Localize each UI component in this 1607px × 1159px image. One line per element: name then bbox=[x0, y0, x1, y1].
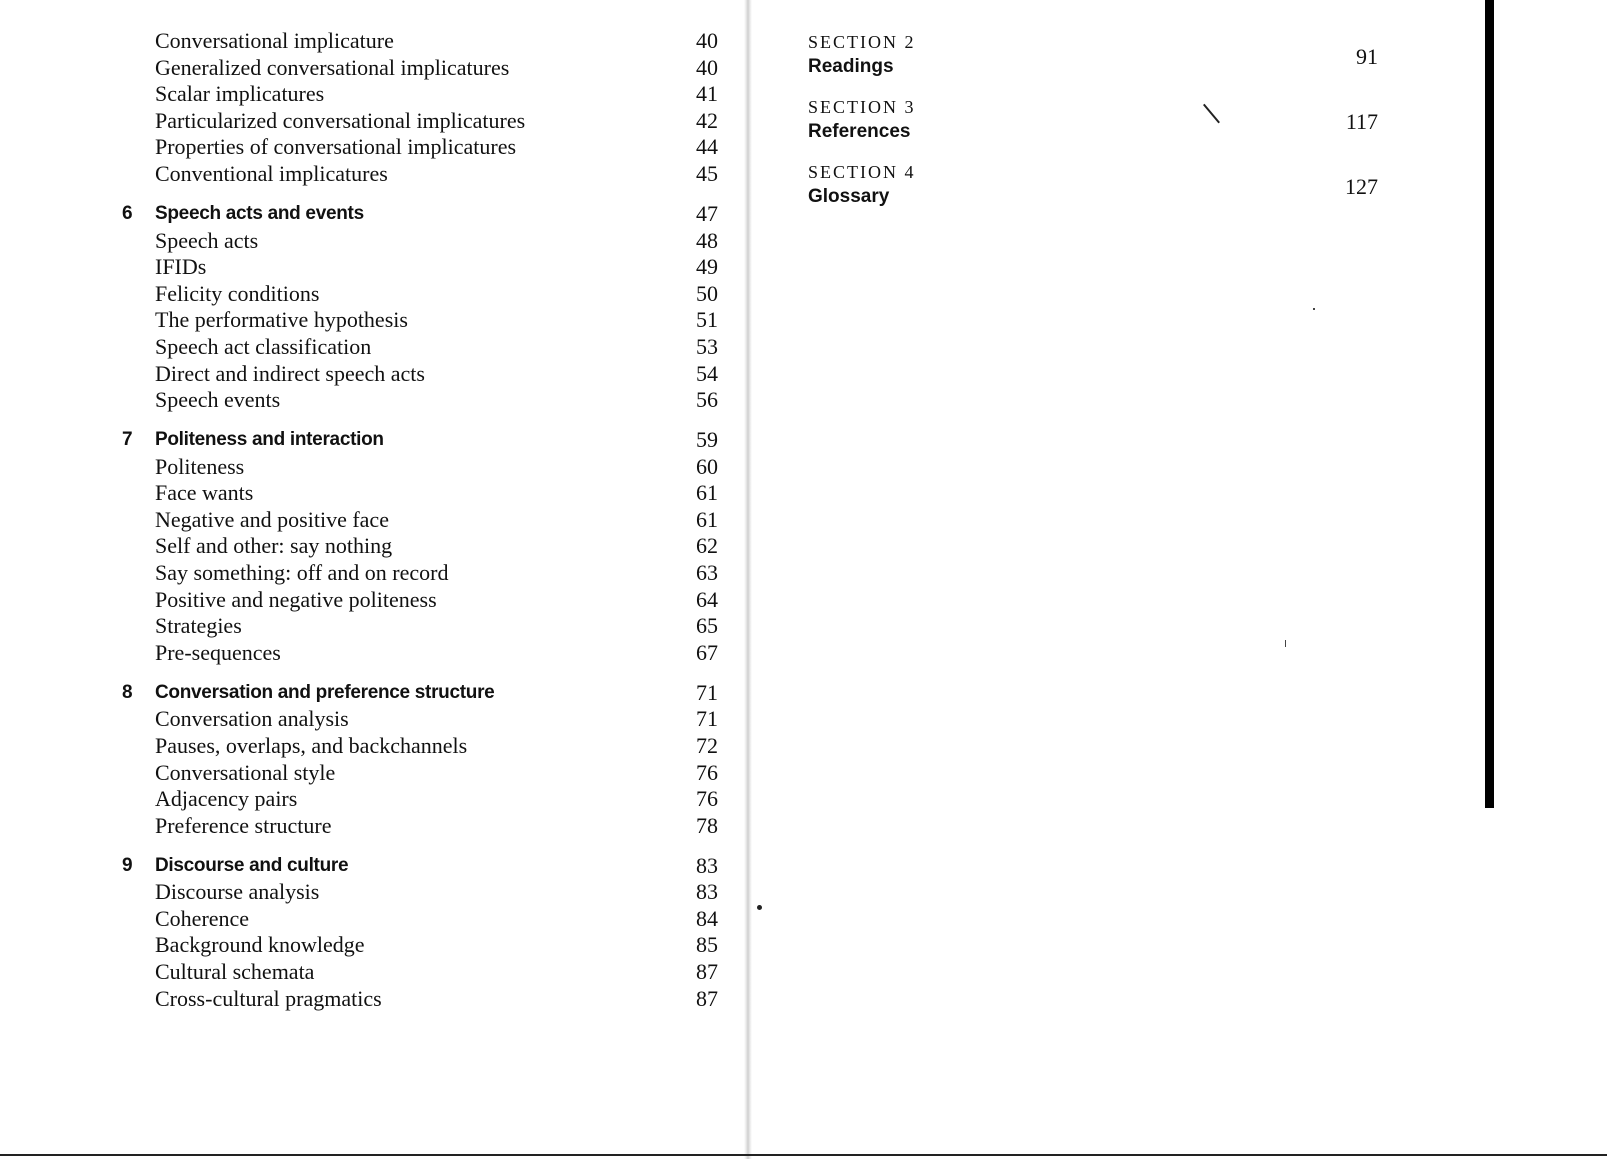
page-number: 61 bbox=[696, 507, 718, 532]
entry-title: Self and other: say nothing bbox=[155, 533, 393, 558]
page-number: 87 bbox=[696, 959, 718, 984]
chapter-row bbox=[0, 853, 745, 879]
entry-title: Scalar implicatures bbox=[155, 81, 325, 106]
page-number: 41 bbox=[696, 81, 718, 106]
toc-entry bbox=[0, 706, 745, 732]
page-number: 71 bbox=[696, 706, 718, 731]
entry-title: Speech act classification bbox=[155, 334, 372, 359]
entry-title: Negative and positive face bbox=[155, 507, 389, 532]
section-label: SECTION 2 bbox=[808, 32, 916, 52]
toc-entry bbox=[0, 480, 745, 506]
page-number: 76 bbox=[696, 760, 718, 785]
toc-entry bbox=[0, 760, 745, 786]
entry-title: Speech events bbox=[155, 387, 281, 412]
entry-title: Conversational implicature bbox=[155, 28, 394, 53]
entry-title: Cross-cultural pragmatics bbox=[155, 986, 382, 1011]
page-number: 44 bbox=[696, 134, 718, 159]
toc-entry bbox=[0, 387, 745, 413]
entry-title: Pre-sequences bbox=[155, 640, 281, 665]
page-edge-shadow bbox=[1485, 0, 1494, 808]
entry-title: Discourse analysis bbox=[155, 879, 320, 904]
scan-bottom-edge bbox=[0, 1154, 1607, 1156]
page-number: 59 bbox=[696, 427, 718, 452]
toc-entry bbox=[0, 786, 745, 812]
chapter-number: 6 bbox=[122, 203, 133, 224]
section-label: SECTION 3 bbox=[808, 97, 916, 117]
toc-entry bbox=[0, 134, 745, 160]
section-title: Readings bbox=[808, 56, 894, 77]
scan-speck bbox=[1313, 308, 1315, 310]
entry-title: Background knowledge bbox=[155, 932, 365, 957]
entry-title: Particularized conversational implicatures bbox=[155, 108, 526, 133]
section-page-number: 91 bbox=[1356, 44, 1378, 69]
page-number: 56 bbox=[696, 387, 718, 412]
toc-entry bbox=[0, 932, 745, 958]
page-number: 51 bbox=[696, 307, 718, 332]
entry-title: Felicity conditions bbox=[155, 281, 320, 306]
entry-title: Conversation analysis bbox=[155, 706, 349, 731]
toc-entry bbox=[0, 361, 745, 387]
page-number: 45 bbox=[696, 161, 718, 186]
toc-entry bbox=[0, 228, 745, 254]
toc-entry bbox=[0, 813, 745, 839]
toc-entry bbox=[0, 587, 745, 613]
toc-entry bbox=[0, 906, 745, 932]
page-number: 67 bbox=[696, 640, 718, 665]
page-number: 54 bbox=[696, 361, 718, 386]
toc-entry bbox=[0, 28, 745, 54]
book-gutter bbox=[744, 0, 752, 1159]
page-number: 60 bbox=[696, 454, 718, 479]
page-number: 76 bbox=[696, 786, 718, 811]
entry-title: Direct and indirect speech acts bbox=[155, 361, 425, 386]
section-entry bbox=[808, 160, 1378, 210]
toc-entry bbox=[0, 281, 745, 307]
entry-title: Adjacency pairs bbox=[155, 786, 298, 811]
toc-entry bbox=[0, 507, 745, 533]
entry-title: Cultural schemata bbox=[155, 959, 315, 984]
section-entry bbox=[808, 30, 1378, 80]
page-number: 49 bbox=[696, 254, 718, 279]
chapter-title: Politeness and interaction bbox=[155, 429, 384, 450]
toc-entry bbox=[0, 454, 745, 480]
entry-title: Speech acts bbox=[155, 228, 259, 253]
page-number: 83 bbox=[696, 853, 718, 878]
page-number: 53 bbox=[696, 334, 718, 359]
page-number: 40 bbox=[696, 55, 718, 80]
toc-entry bbox=[0, 986, 745, 1012]
page-number: 84 bbox=[696, 906, 718, 931]
left-page bbox=[0, 0, 745, 1159]
entry-title: IFIDs bbox=[155, 254, 207, 279]
toc-entry bbox=[0, 613, 745, 639]
entry-title: Properties of conversational implicatures bbox=[155, 134, 517, 159]
entry-title: Conventional implicatures bbox=[155, 161, 388, 186]
chapter-number: 9 bbox=[122, 855, 133, 876]
chapter-row bbox=[0, 201, 745, 227]
page-number: 47 bbox=[696, 201, 718, 226]
entry-title: Generalized conversational implicatures bbox=[155, 55, 510, 80]
section-title: References bbox=[808, 121, 911, 142]
page-number: 63 bbox=[696, 560, 718, 585]
toc-entry bbox=[0, 108, 745, 134]
toc-entry bbox=[0, 533, 745, 559]
toc-entry bbox=[0, 55, 745, 81]
entry-title: Strategies bbox=[155, 613, 242, 638]
page-number: 64 bbox=[696, 587, 718, 612]
section-label: SECTION 4 bbox=[808, 162, 916, 182]
entry-title: Politeness bbox=[155, 454, 245, 479]
page-number: 48 bbox=[696, 228, 718, 253]
chapter-row bbox=[0, 680, 745, 706]
entry-title: Conversational style bbox=[155, 760, 336, 785]
entry-title: Preference structure bbox=[155, 813, 332, 838]
section-title: Glossary bbox=[808, 186, 890, 207]
toc-entry bbox=[0, 560, 745, 586]
chapter-row bbox=[0, 427, 745, 453]
toc-entry bbox=[0, 254, 745, 280]
page-number: 87 bbox=[696, 986, 718, 1011]
entry-title: Face wants bbox=[155, 480, 254, 505]
chapter-title: Discourse and culture bbox=[155, 855, 349, 876]
page-number: 40 bbox=[696, 28, 718, 53]
page-number: 78 bbox=[696, 813, 718, 838]
section-page-number: 127 bbox=[1345, 174, 1378, 199]
chapter-title: Conversation and preference structure bbox=[155, 682, 495, 703]
page-number: 85 bbox=[696, 932, 718, 957]
toc-entry bbox=[0, 81, 745, 107]
toc-entry bbox=[0, 959, 745, 985]
page-number: 62 bbox=[696, 533, 718, 558]
page-number: 42 bbox=[696, 108, 718, 133]
chapter-number: 8 bbox=[122, 682, 133, 703]
page-number: 50 bbox=[696, 281, 718, 306]
chapter-title: Speech acts and events bbox=[155, 203, 364, 224]
toc-entry bbox=[0, 879, 745, 905]
toc-entry bbox=[0, 640, 745, 666]
toc-entry bbox=[0, 161, 745, 187]
toc-entry bbox=[0, 733, 745, 759]
page-number: 83 bbox=[696, 879, 718, 904]
page-number: 65 bbox=[696, 613, 718, 638]
section-entry bbox=[808, 95, 1378, 145]
toc-entry bbox=[0, 307, 745, 333]
page-number: 72 bbox=[696, 733, 718, 758]
entry-title: Coherence bbox=[155, 906, 250, 931]
entry-title: The performative hypothesis bbox=[155, 307, 408, 332]
scan-speck bbox=[1285, 640, 1286, 647]
toc-entry bbox=[0, 334, 745, 360]
entry-title: Positive and negative politeness bbox=[155, 587, 437, 612]
chapter-number: 7 bbox=[122, 429, 133, 450]
entry-title: Say something: off and on record bbox=[155, 560, 449, 585]
page-number: 71 bbox=[696, 680, 718, 705]
entry-title: Pauses, overlaps, and backchannels bbox=[155, 733, 468, 758]
page-number: 61 bbox=[696, 480, 718, 505]
section-page-number: 117 bbox=[1345, 109, 1378, 134]
